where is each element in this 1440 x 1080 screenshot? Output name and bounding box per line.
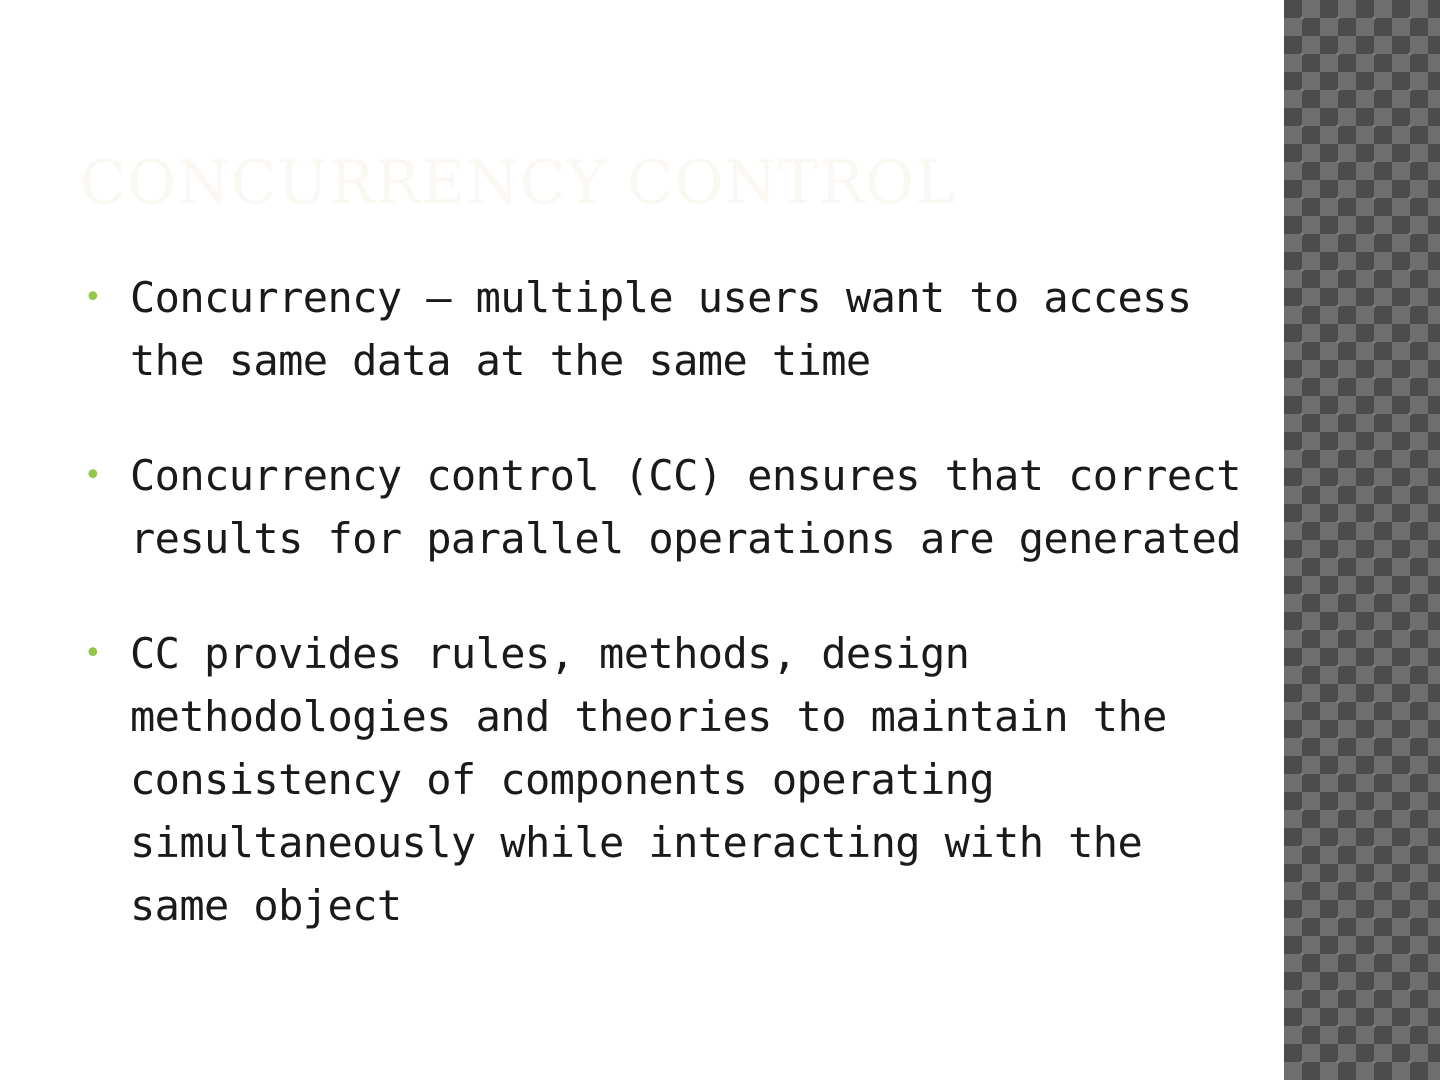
bullet-item [82,622,1242,937]
bullet-icon: • [84,458,102,493]
bullet-item [82,266,1242,392]
bullet-text: Concurrency control (CC) ensures that correct results for parallel operations are generated [130,451,1241,563]
bullet-text: CC provides rules, methods, design methodologies and theories to maintain the consistency of components operating simultaneously while interacting with the same object [130,629,1167,930]
bullet-item [82,444,1242,570]
bullet-text: Concurrency — multiple users want to access the same data at the same time [130,273,1192,385]
bullet-icon: • [84,636,102,671]
bullet-icon: • [84,280,102,315]
slide-title: CONCURRENCY CONTROL [80,148,957,218]
decorative-side-panel [1284,0,1440,1080]
bullet-list [82,266,1242,989]
